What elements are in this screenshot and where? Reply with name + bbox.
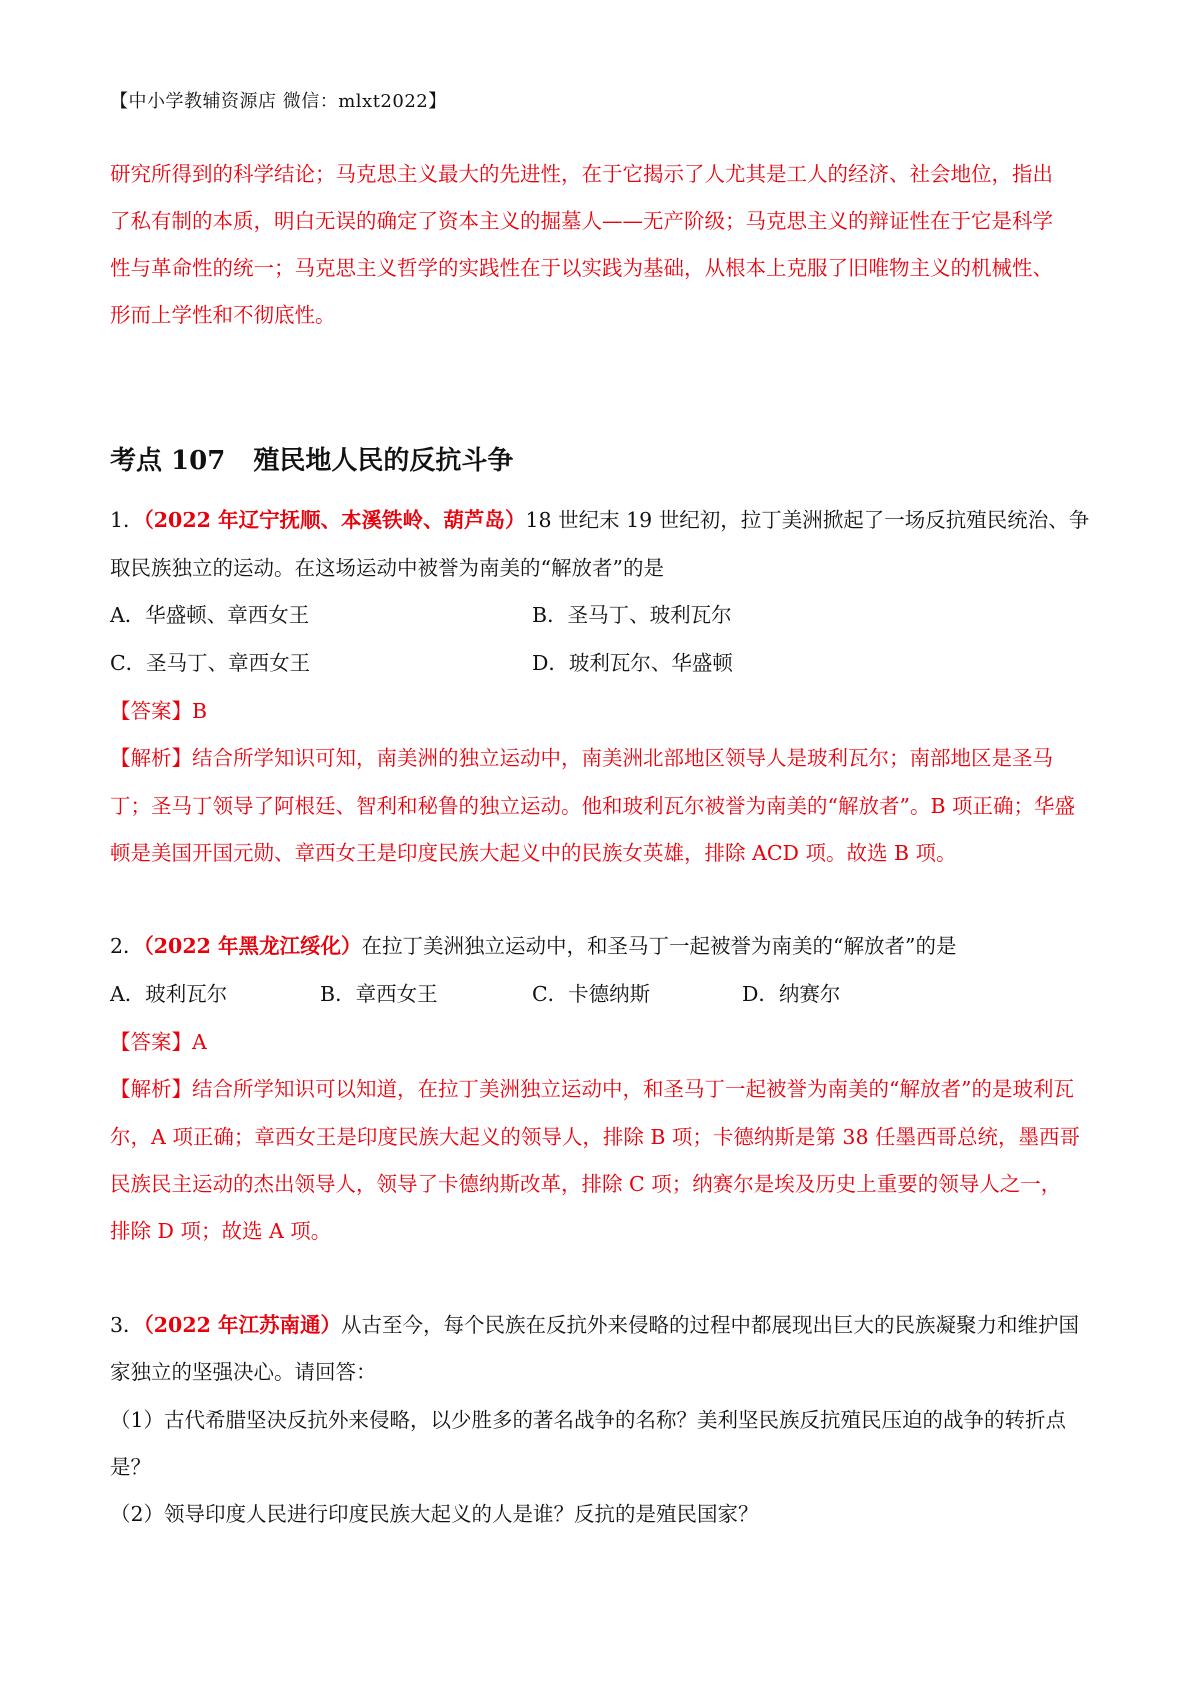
q2-option-c: C．卡德纳斯 [532, 982, 651, 1006]
q2-option-b: B．章西女王 [320, 982, 438, 1006]
q1-option-a: A．华盛顿、章西女王 [110, 603, 310, 627]
q1-stem-line2: 取民族独立的运动。在这场运动中被誉为南美的“解放者”的是 [110, 556, 664, 580]
q1-number: 1． [110, 508, 144, 532]
q2-analysis-line: 【解析】结合所学知识可以知道，在拉丁美洲独立运动中，和圣马丁一起被誉为南美的“解放者”的是玻利瓦 [110, 1077, 1074, 1101]
q2-analysis-line: 尔，A 项正确；章西女王是印度民族大起义的领导人，排除 B 项；卡德纳斯是第 38 任墨西哥总统，墨西哥 [110, 1125, 1081, 1149]
q1-option-c: C．圣马丁、章西女王 [110, 651, 311, 675]
q3-number: 3． [110, 1313, 144, 1337]
q3-source: （2022 年江苏南通） [143, 1313, 341, 1337]
section-label: 考点 107 [110, 446, 226, 476]
q2-option-a: A．玻利瓦尔 [110, 982, 228, 1006]
q3-sub-question-2: （2）领导印度人民进行印度民族大起义的人是谁？反抗的是殖民国家？ [110, 1502, 759, 1526]
q1-stem [110, 503, 1089, 533]
q2-source: （2022 年黑龙江绥化） [143, 934, 362, 958]
q2-option-d: D．纳赛尔 [742, 982, 841, 1006]
q3-stem-text: 从古至今，每个民族在反抗外来侵略的过程中都展现出巨大的民族凝聚力和维护国 [341, 1313, 1079, 1337]
intro-answer-line: 研究所得到的科学结论；马克思主义最大的先进性，在于它揭示了人尤其是工人的经济、社会地位，指出 [110, 162, 1053, 186]
q1-analysis-line: 顿是美国开国元勋、章西女王是印度民族大起义中的民族女英雄，排除 ACD 项。故选 B 项。 [110, 841, 957, 865]
watermark-header: 【中小学教辅资源店 微信：mlxt2022】 [110, 91, 447, 112]
q2-answer: 【答案】A [110, 1030, 207, 1054]
q3-sub-question-1: （1）古代希腊坚决反抗外来侵略，以少胜多的著名战争的名称？美利坚民族反抗殖民压迫的战争的转折点 [110, 1408, 1067, 1432]
q1-stem-text: 18 世纪末 19 世纪初，拉丁美洲掀起了一场反抗殖民统治、争 [525, 508, 1090, 532]
q1-analysis-line: 【解析】结合所学知识可知，南美洲的独立运动中，南美洲北部地区领导人是玻利瓦尔；南部地区是圣马 [110, 746, 1053, 770]
q1-answer: 【答案】B [110, 699, 208, 723]
q1-option-b: B．圣马丁、玻利瓦尔 [532, 603, 732, 627]
q3-stem-line2: 家独立的坚强决心。请回答： [110, 1360, 377, 1384]
section-title [110, 440, 513, 477]
q1-source: （2022 年辽宁抚顺、本溪铁岭、葫芦岛） [143, 508, 526, 532]
section-heading: 殖民地人民的反抗斗争 [253, 446, 514, 476]
q1-option-d: D．玻利瓦尔、华盛顿 [532, 651, 733, 675]
q2-analysis-line: 民族民主运动的杰出领导人，领导了卡德纳斯改革，排除 C 项；纳赛尔是埃及历史上重要的领导人之一， [110, 1172, 1062, 1196]
intro-answer-line: 形而上学性和不彻底性。 [110, 303, 336, 327]
q3-sub-question-1-cont: 是？ [110, 1455, 151, 1479]
q2-analysis-line: 排除 D 项；故选 A 项。 [110, 1219, 332, 1243]
q2-stem-text: 在拉丁美洲独立运动中，和圣马丁一起被誉为南美的“解放者”的是 [361, 934, 957, 958]
q2-number: 2． [110, 934, 144, 958]
q3-stem [110, 1308, 1079, 1338]
intro-answer-line: 性与革命性的统一；马克思主义哲学的实践性在于以实践为基础，从根本上克服了旧唯物主义的机械性、 [110, 256, 1053, 280]
intro-answer-line: 了私有制的本质，明白无误的确定了资本主义的掘墓人——无产阶级；马克思主义的辩证性在于它是科学 [110, 209, 1053, 233]
q1-analysis-line: 丁；圣马丁领导了阿根廷、智利和秘鲁的独立运动。他和玻利瓦尔被誉为南美的“解放者”。B 项正确；华盛 [110, 794, 1076, 818]
q2-stem [110, 929, 956, 959]
